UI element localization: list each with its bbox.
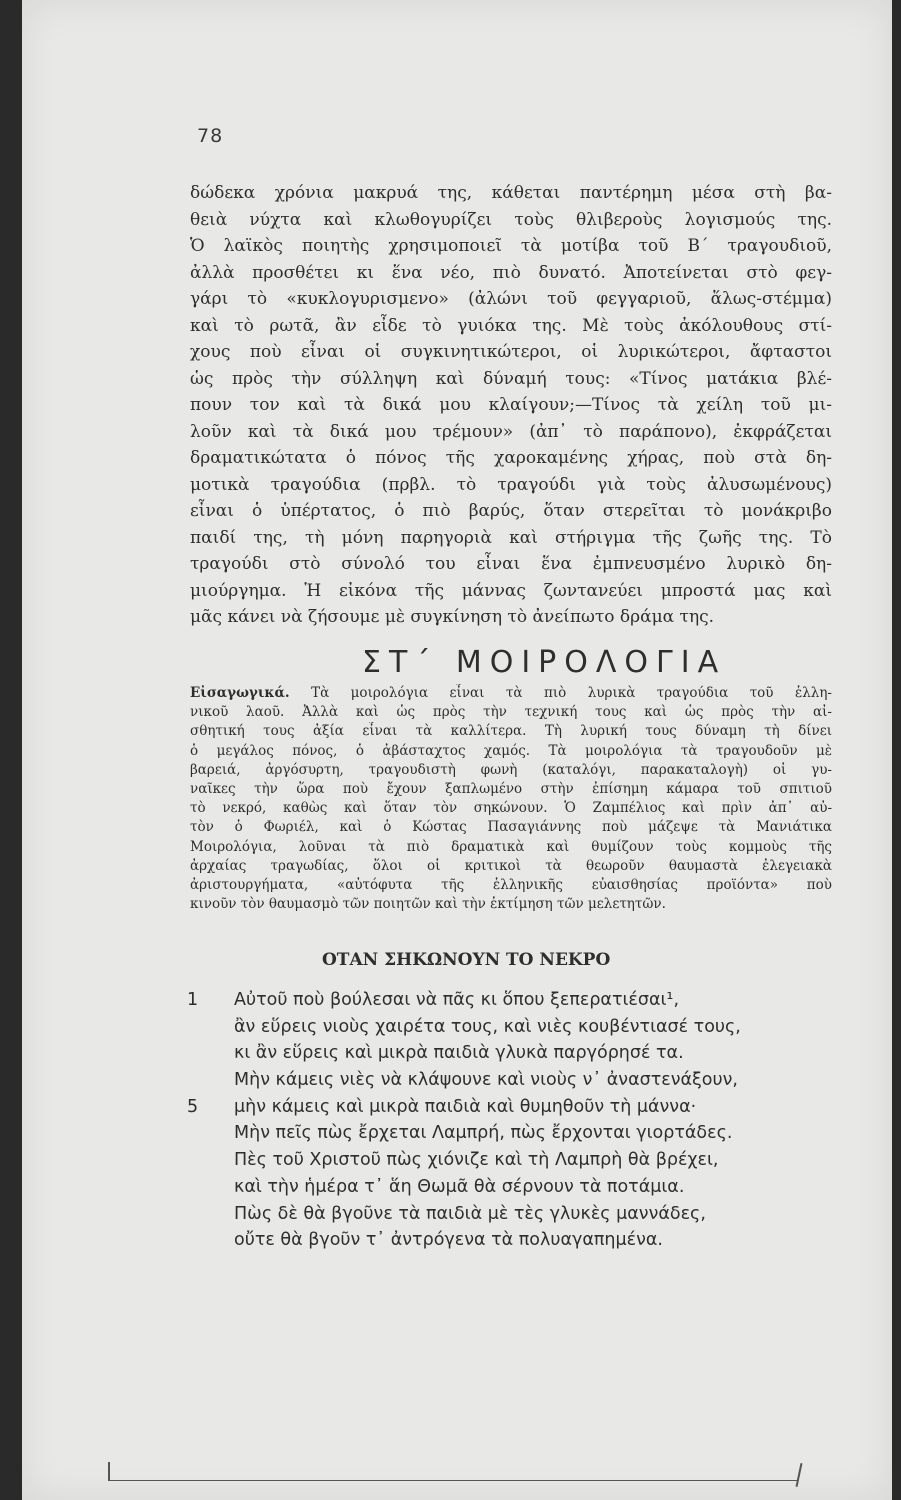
intro-line: Μοιρολόγια, λοῦναι τὰ πιὸ δραματικὰ καὶ θυμίζουν τοὺς κομμοὺς τῆς [190, 838, 832, 855]
page-number: 78 [197, 125, 224, 147]
verse-text: Αὐτοῦ ποὺ βούλεσαι νὰ πᾶς κι ὅπου ξεπερατιέσαι¹, [234, 990, 680, 1010]
body-line: εἶναι ὁ ὑπέρτατος, ὁ πιὸ βαρύς, ὅταν στερεῖται τὸ μονάκριβο [190, 501, 832, 521]
poem-line [187, 1227, 837, 1254]
book-page [22, 0, 892, 1500]
verse-text: κι ἂν εὕρεις καὶ μικρὰ παιδιὰ γλυκὰ παργόρησέ τα. [234, 1043, 684, 1064]
intro-line [190, 684, 832, 703]
intro-line: βαρειά, ἀργόσυρτη, τραγουδιστὴ φωνὴ (καταλόγι, παρακαταλογὴ) οἱ γυ- [190, 761, 832, 778]
line-number: 1 [187, 990, 199, 1010]
body-line: Ὁ λαϊκὸς ποιητὴς χρησιμοποιεῖ τὰ μοτίβα τοῦ Β΄ τραγουδιοῦ, [190, 236, 832, 256]
scan-bottom-rule [108, 1480, 798, 1481]
verse-text: Μὴν κάμεις νιὲς νὰ κλάψουνε καὶ νιοὺς ν᾽ ἀναστενάξουν, [234, 1070, 738, 1091]
scan-margin-mark [108, 1462, 110, 1480]
verse-text: ἂν εὕρεις νιοὺς χαιρέτα τους, καὶ νιὲς κουβέντιασέ τους, [234, 1016, 741, 1037]
intro-line: σθητική τους ἀξία εἶναι τὰ καλλίτερα. Τὴ λυρική τους δύναμη τὴ δίνει [190, 723, 832, 740]
body-line: μοτικὰ τραγούδια (πρβλ. τὸ τραγούδι γιὰ τοὺς ἀλυσωμένους) [190, 474, 832, 495]
body-line: πουν τον καὶ τὰ δικά μου κλαίγουν;—Τίνος τὰ χείλη τοῦ μι- [190, 395, 832, 415]
body-line: θειὰ νύχτα καὶ κλωθογυρίζει τοὺς θλιβεροὺς λογισμούς της. [190, 209, 832, 230]
body-line: τραγούδι στὸ σύνολό του εἶναι ἕνα ἐμπνευσμένο λυρικὸ δη- [190, 554, 832, 574]
section-title: ΣΤ΄ ΜΟΙΡΟΛΟΓΙΑ [362, 645, 727, 680]
verse-text: Μὴν πεῖς πὼς ἔρχεται Λαμπρή, πὼς ἔρχονται γιορτάδες. [234, 1123, 733, 1144]
intro-first-line: Τὰ μοιρολόγια εἶναι τὰ πιὸ λυρικὰ τραγούδια τοῦ ἑλλη- [289, 685, 832, 701]
poem-line [187, 1094, 837, 1121]
intro-line: ὁ μεγάλος πόνος, ὁ ἀβάσταχτος χαμός. Τὰ μοιρολόγια τὰ τραγουδοῦν μὲ [190, 742, 832, 759]
poem-line [187, 1201, 837, 1228]
intro-line: κινοῦν τὸν θαυμασμὸ τῶν ποιητῶν καὶ τὴν ἐκτίμηση τῶν μελετητῶν. [190, 896, 666, 913]
body-line: δραματικώτατα ὁ πόνος τῆς χαροκαμένης χήρας, ποὺ στὰ δη- [190, 448, 832, 468]
body-line: λοῦν καὶ τὰ δικά μου τρέμουν» (ἀπ᾽ τὸ παράπονο), ἐκφράζεται [190, 421, 832, 442]
poem-line [187, 1174, 837, 1201]
poem-line [187, 987, 837, 1014]
intro-line: ἀρχαίας τραγωδίας, ὅλοι οἱ κριτικοὶ τὰ θεωροῦν θαυμαστὰ ἐλεγειακὰ [190, 857, 832, 874]
body-line: χους ποὺ εἶναι οἱ συγκινητικώτεροι, οἱ λυρικώτεροι, ἄφταστοι [190, 342, 832, 362]
intro-lead: Εἰσαγωγικά. [190, 685, 290, 701]
body-line: παιδί της, τὴ μόνη παρηγοριὰ καὶ στήριγμα τῆς ζωῆς της. Τὸ [190, 527, 832, 548]
body-line: μᾶς κάνει νὰ ζήσουμε μὲ συγκίνηση τὸ ἀνείπωτο δράμα της. [190, 607, 715, 627]
scan-corner-mark [796, 1463, 803, 1487]
body-line: δώδεκα χρόνια μακρυά της, κάθεται παντέρημη μέσα στὴ βα- [190, 183, 832, 203]
intro-line: τὸ νεκρό, καθὼς καὶ ὅταν τὸν σηκώνουν. Ὁ Ζαμπέλιος καὶ πρὶν ἀπ᾽ αὐ- [190, 800, 832, 817]
intro-line: ἀριστουργήματα, «αὐτόφυτα τῆς ἑλληνικῆς εὐαισθησίας προϊόντα» ποὺ [190, 876, 832, 893]
body-line: μιούργημα. Ἡ εἰκόνα τῆς μάννας ζωντανεύει μπροστά μας καὶ [190, 580, 832, 601]
poem-title: ΟΤΑΝ ΣΗΚΩΝΟΥΝ ΤΟ ΝΕΚΡΟ [322, 950, 611, 970]
poem-line [187, 1067, 837, 1094]
poem-line [187, 1040, 837, 1067]
intro-line: ναῖκες τὴν ὥρα ποὺ ἔχουν ξαπλωμένο στὴν ἐπίσημη κάμαρα τοῦ σπιτιοῦ [190, 780, 832, 797]
verse-text: οὔτε θὰ βγοῦν τ᾽ ἀντρόγενα τὰ πολυαγαπημένα. [234, 1230, 663, 1251]
poem-line [187, 1120, 837, 1147]
body-paragraph [190, 180, 832, 631]
intro-line: νικοῦ λαοῦ. Ἀλλὰ καὶ ὡς πρὸς τὴν τεχνική τους καὶ ὡς πρὸς τὴν αἰ- [190, 704, 832, 721]
intro-paragraph [190, 684, 832, 914]
body-line: καὶ τὸ ρωτᾶ, ἂν εἶδε τὸ γυιόκα της. Μὲ τοὺς ἀκόλουθους στί- [190, 315, 832, 336]
verse-text: καὶ τὴν ἡμέρα τ᾽ ἅη Θωμᾶ θὰ σέρνουν τὰ ποτάμια. [234, 1176, 685, 1197]
verse-text: Πὼς δὲ θὰ βγοῦνε τὰ παιδιὰ μὲ τὲς γλυκὲς μαννάδες, [234, 1203, 706, 1224]
poem-line [187, 1147, 837, 1174]
line-number: 5 [187, 1096, 199, 1117]
body-line: γάρι τὸ «κυκλογυρισμενο» (ἀλώνι τοῦ φεγγαριοῦ, ἅλως-στέμμα) [190, 289, 832, 309]
poem [187, 987, 837, 1254]
poem-line [187, 1014, 837, 1041]
body-line: ἀλλὰ προσθέτει κι ἕνα νέο, πιὸ δυνατό. Ἀποτείνεται στὸ φεγ- [190, 262, 832, 283]
intro-line: τὸν ὁ Φωριέλ, καὶ ὁ Κώστας Πασαγιάννης ποὺ μάζεψε τὰ Μανιάτικα [190, 819, 832, 836]
verse-text: Πὲς τοῦ Χριστοῦ πὼς χιόνιζε καὶ τὴ Λαμπρὴ θὰ βρέχει, [234, 1150, 719, 1171]
body-line: ὡς πρὸς τὴν σύλληψη καὶ δύναμή τους: «Τίνος ματάκια βλέ- [190, 368, 832, 389]
verse-text: μὴν κάμεις καὶ μικρὰ παιδιὰ καὶ θυμηθοῦν τὴ μάννα· [234, 1096, 697, 1117]
